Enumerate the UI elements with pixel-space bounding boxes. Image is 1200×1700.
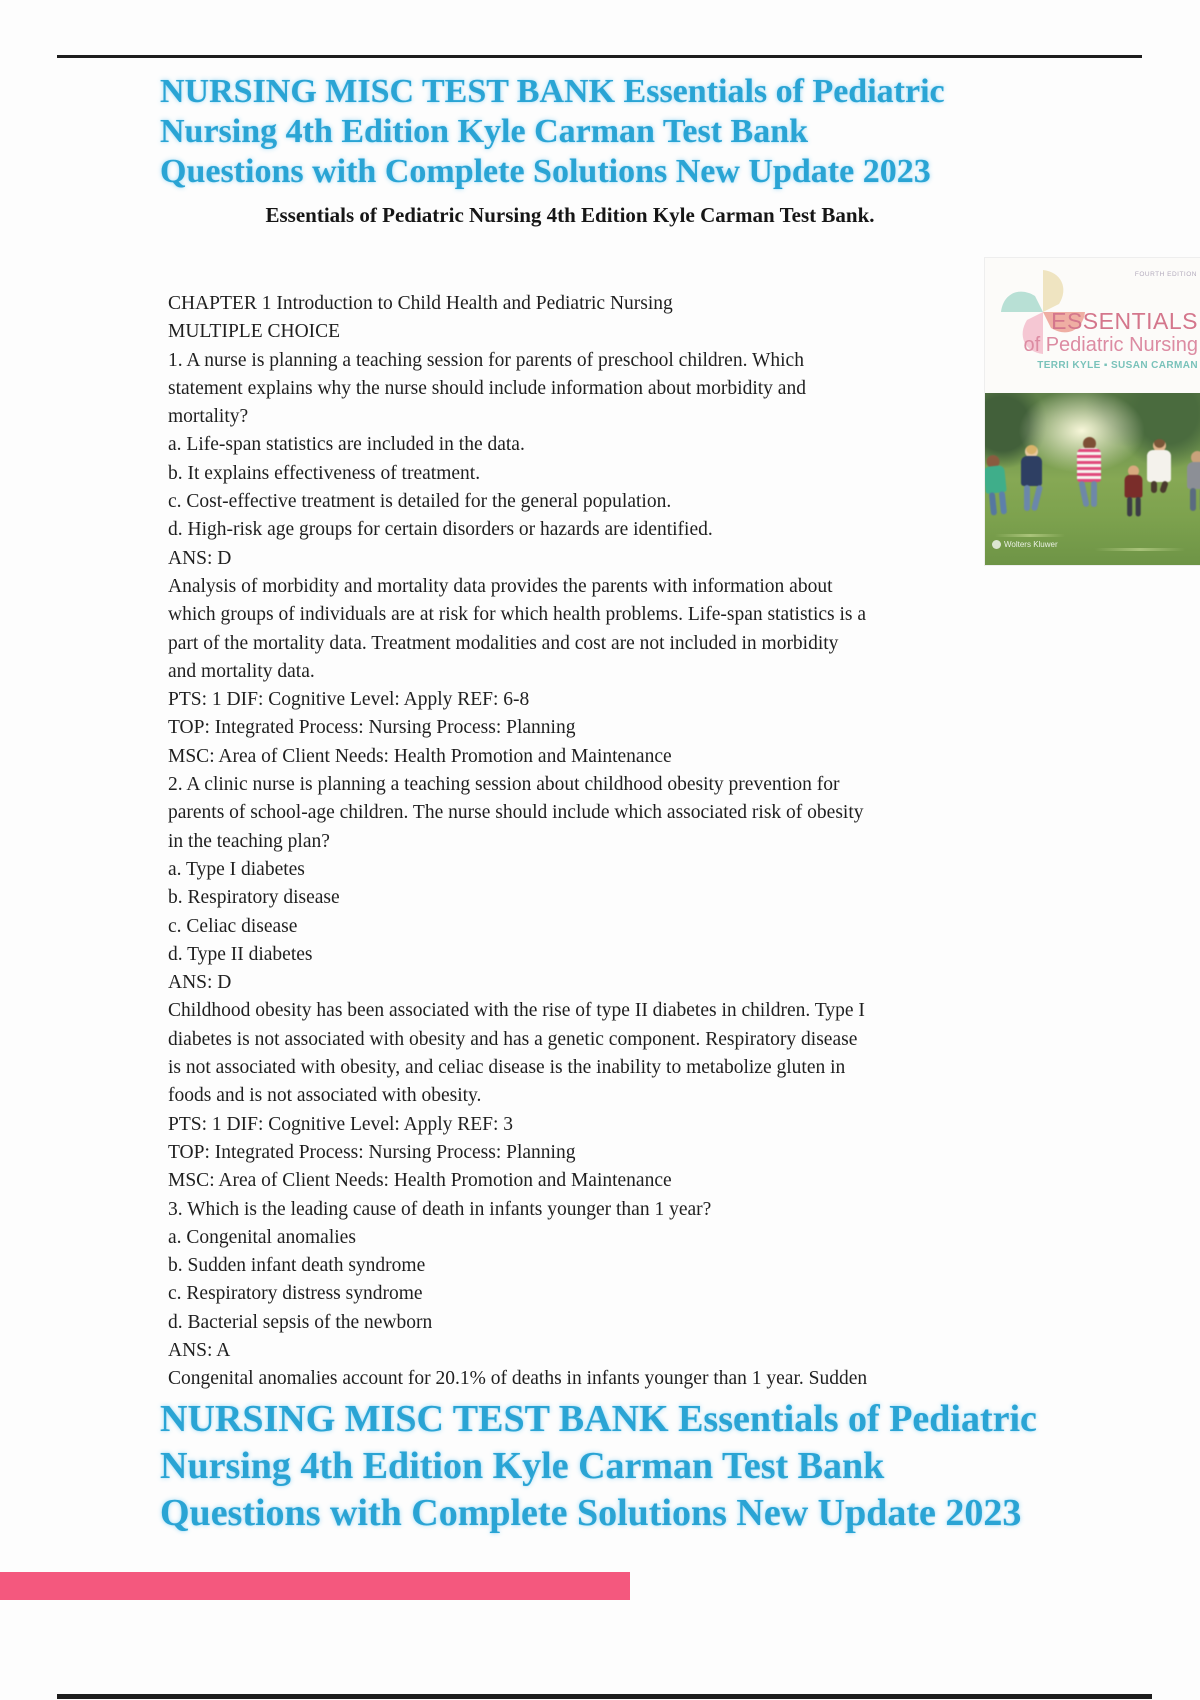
child-figure — [985, 454, 1009, 516]
body-line: ANS: A — [168, 1339, 231, 1361]
publisher-watermark-label: Wolters Kluwer — [1004, 540, 1058, 549]
body-line: b. Respiratory disease — [168, 887, 340, 909]
body-line: and mortality data. — [168, 660, 315, 682]
body-line: is not associated with obesity, and celiac disease is the inability to metabolize gluten in — [168, 1057, 846, 1079]
body-line: c. Celiac disease — [168, 915, 298, 937]
body-line: diabetes is not associated with obesity and has a genetic component. Respiratory disease — [168, 1028, 858, 1050]
body-line: TOP: Integrated Process: Nursing Process: Planning — [168, 717, 576, 739]
body-line: PTS: 1 DIF: Cognitive Level: Apply REF: 3 — [168, 1113, 514, 1135]
body-line: d. Bacterial sepsis of the newborn — [168, 1311, 433, 1333]
body-line: ANS: D — [168, 547, 232, 569]
body-line: TOP: Integrated Process: Nursing Process: Planning — [168, 1141, 576, 1163]
body-line: parents of school-age children. The nurse should include which associated risk of obesity — [168, 802, 864, 824]
body-line: c. Cost-effective treatment is detailed for the general population. — [168, 491, 672, 513]
body-line: 2. A clinic nurse is planning a teaching session about childhood obesity prevention for — [168, 774, 840, 796]
body-line: c. Respiratory distress syndrome — [168, 1283, 423, 1305]
body-line: b. Sudden infant death syndrome — [168, 1255, 426, 1277]
child-figure — [1077, 437, 1101, 507]
top-horizontal-rule — [57, 55, 1142, 58]
body-line: 1. A nurse is planning a teaching session for parents of preschool children. Which — [168, 349, 804, 371]
child-figure — [1187, 451, 1200, 511]
body-line: d. Type II diabetes — [168, 943, 313, 965]
page-title-line: NURSING MISC TEST BANK Essentials of Pediatric — [160, 1398, 1037, 1440]
page-title-repeat — [160, 1396, 1120, 1537]
book-cover-image — [985, 258, 1200, 565]
body-line: a. Life-span statistics are included in the data. — [168, 434, 525, 456]
body-line: ANS: D — [168, 972, 232, 994]
book-title-line2: of Pediatric Nursing — [1023, 334, 1198, 356]
child-figure — [1147, 439, 1171, 493]
body-line: part of the mortality data. Treatment modalities and cost are not included in morbidity — [168, 632, 839, 654]
book-authors: TERRI KYLE ▪ SUSAN CARMAN — [1037, 360, 1198, 371]
page-title-line: Questions with Complete Solutions New Update 2023 — [160, 153, 931, 190]
body-line: d. High-risk age groups for certain disorders or hazards are identified. — [168, 519, 713, 541]
body-line: Analysis of morbidity and mortality data provides the parents with information about — [168, 575, 833, 597]
book-title-line1: ESSENTIALS — [1051, 308, 1198, 334]
child-figure — [1021, 445, 1042, 511]
body-line: PTS: 1 DIF: Cognitive Level: Apply REF: 6-8 — [168, 689, 530, 711]
body-line: MSC: Area of Client Needs: Health Promotion and Maintenance — [168, 1170, 672, 1192]
body-line: a. Type I diabetes — [168, 858, 305, 880]
page-title — [160, 72, 1120, 192]
body-line: CHAPTER 1 Introduction to Child Health and Pediatric Nursing — [168, 293, 673, 314]
body-line: a. Congenital anomalies — [168, 1226, 356, 1248]
bottom-horizontal-rule — [57, 1694, 1152, 1699]
pink-highlight-bar — [0, 1572, 630, 1600]
body-line: mortality? — [168, 406, 249, 428]
body-line: 3. Which is the leading cause of death in infants younger than 1 year? — [168, 1198, 712, 1220]
edition-label: FOURTH EDITION — [1134, 271, 1197, 278]
publisher-logo-icon — [992, 540, 1001, 549]
publisher-watermark — [992, 540, 1058, 549]
page-title-line: Nursing 4th Edition Kyle Carman Test Bank — [160, 113, 809, 150]
body-line: MULTIPLE CHOICE — [168, 321, 341, 343]
body-line: statement explains why the nurse should include information about morbidity and — [168, 377, 806, 399]
page-title-line: NURSING MISC TEST BANK Essentials of Pediatric — [160, 73, 945, 110]
body-line: MSC: Area of Client Needs: Health Promotion and Maintenance — [168, 745, 672, 767]
body-line: b. It explains effectiveness of treatment. — [168, 462, 481, 484]
children-playing-photo — [985, 393, 1200, 565]
page-title-line: Questions with Complete Solutions New Update 2023 — [160, 1492, 1022, 1534]
page-title-line: Nursing 4th Edition Kyle Carman Test Bank — [160, 1445, 885, 1487]
grass-highlight — [1095, 548, 1185, 551]
grass-highlight — [995, 534, 1065, 537]
body-line: in the teaching plan? — [168, 830, 330, 852]
body-line: which groups of individuals are at risk for which health problems. Life-span statistics is a — [168, 604, 867, 626]
body-line: Congenital anomalies account for 20.1% of deaths in infants younger than 1 year. Sudden — [168, 1368, 868, 1390]
child-figure — [1125, 466, 1143, 517]
body-line: Childhood obesity has been associated with the rise of type II diabetes in children. Type I — [168, 1000, 865, 1022]
document-subtitle: Essentials of Pediatric Nursing 4th Edition Kyle Carman Test Bank. — [265, 203, 875, 227]
body-line: foods and is not associated with obesity. — [168, 1085, 482, 1107]
